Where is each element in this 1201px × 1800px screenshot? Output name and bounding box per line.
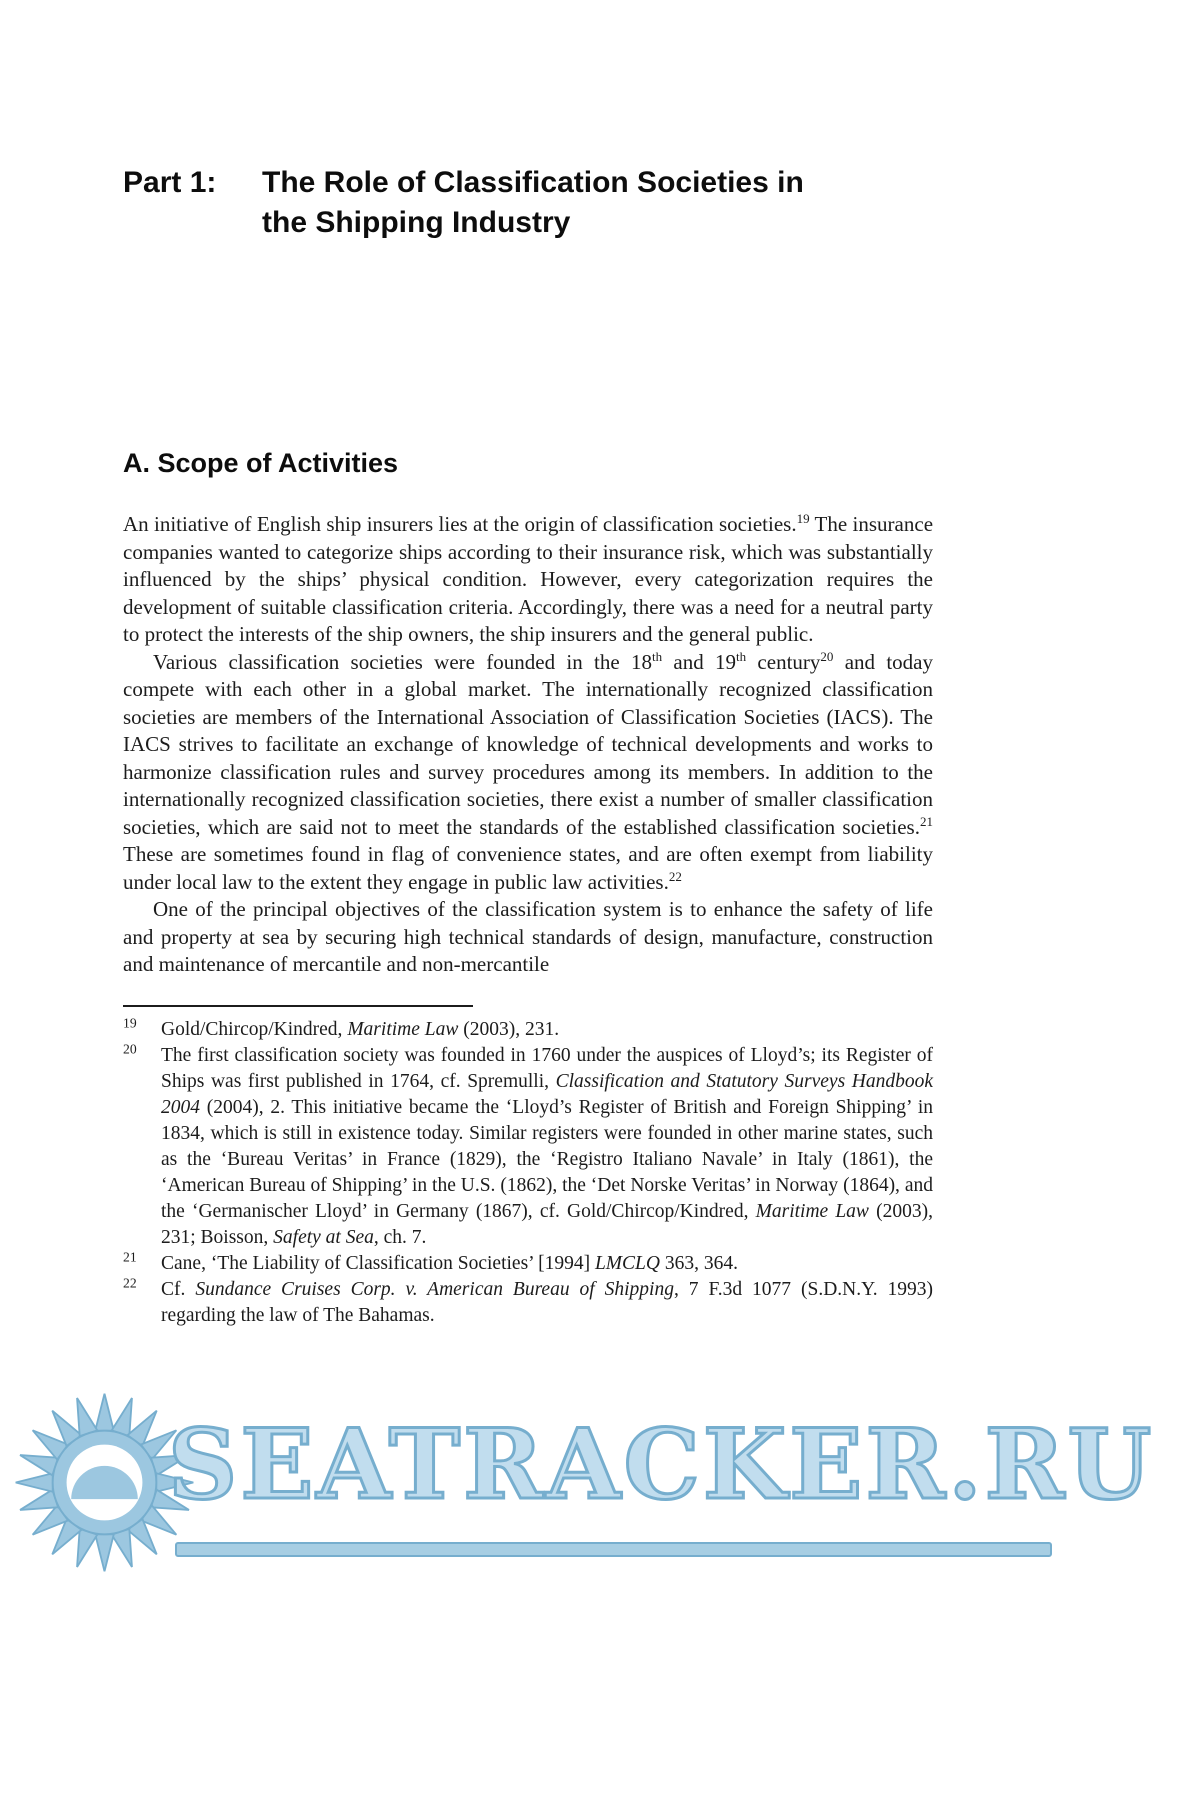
footnote-text: Cane, ‘The Liability of Classification Societies’ [1994] LMCLQ 363, 364. (161, 1252, 738, 1274)
watermark-text: SEATRACKER.RU (168, 1408, 1155, 1521)
page-content (123, 0, 933, 1329)
part-title-text (262, 163, 804, 243)
footnote-number: 20 (123, 1041, 137, 1056)
paragraph: One of the principal objectives of the classification system is to enhance the safety of life and property at sea by securing high technical standards of design, manufacture, construction and maintenance of mercantile and non-mercantile (123, 897, 933, 976)
section-heading: A. Scope of Activities (123, 448, 399, 478)
part-title (123, 163, 933, 243)
part-title-line-1: The Role of Classification Societies in (262, 166, 804, 199)
watermark-underline-bar (175, 1542, 1052, 1557)
paragraph: An initiative of English ship insurers lies at the origin of classification societies.$^{19}$ The insurance companies wanted to categorize ships according to their insurance risk, which was substantially influenced by the ships’ physical condition. However, every categorization requires the development of suitable classification criteria. Accordingly, there was a need for a neutral party to protect the interests of the ship owners, the ship insurers and the general public. (123, 511, 934, 646)
watermark (0, 1390, 1201, 1590)
footnotes (123, 1017, 933, 1329)
footnote-number: 21 (123, 1249, 137, 1264)
footnote-section (123, 1005, 933, 1329)
body-paragraphs (123, 511, 933, 979)
footnote-rule (123, 1005, 473, 1007)
footnote (123, 1251, 933, 1277)
part-title-label: Part 1: (123, 166, 217, 199)
footnote (123, 1277, 933, 1329)
footnote (123, 1043, 933, 1251)
paragraph: Various classification societies were founded in the 18th and 19th century$^{20}$ and today compete with each other in a global market. The internationally recognized classification societies are members of the International Association of Classification Societies (IACS). The IACS strives to facilitate an exchange of knowledge of technical developments and works to harmonize classification rules and survey procedures among its members. In addition to the internationally recognized classification societies, there exist a number of smaller classification societies, which are said not to meet the standards of the established classification societies.$^{21}$ These are sometimes found in flag of convenience states, and are often exempt from liability under local law to the extent they engage in public law activities.$^{22}$ (123, 648, 933, 894)
footnote-text: Gold/Chircop/Kindred, Maritime Law (2003), 231. (161, 1018, 560, 1040)
footnote (123, 1017, 933, 1043)
footnote-text: Cf. Sundance Cruises Corp. v. American Bureau of Shipping, 7 F.3d 1077 (S.D.N.Y. 1993) regarding the law of The Bahamas. (161, 1278, 933, 1326)
footnote-number: 19 (123, 1015, 137, 1030)
footnote-text: The first classification society was founded in 1760 under the auspices of Lloyd’s; its Register of Ships was first published in 1764, cf. Spremulli, Classification and Statutory Surveys Handbook 2004 (2004), 2. This initiative became the ‘Lloyd’s Register of British and Foreign Shipping’ in 1834, which is still in existence today. Similar registers were founded in other marine states, such as the ‘Bureau Veritas’ in France (1829), the ‘Registro Italiano Navale’ in Italy (1861), the ‘American Bureau of Shipping’ in the U.S. (1862), the ‘Det Norske Veritas’ in Norway (1864), and the ‘Germanischer Lloyd’ in Germany (1867), cf. Gold/Chircop/Kindred, Maritime Law (2003), 231; Boisson, Safety at Sea, ch. 7. (161, 1044, 933, 1248)
part-title-line-2: the Shipping Industry (262, 206, 571, 239)
footnote-number: 22 (123, 1275, 137, 1290)
